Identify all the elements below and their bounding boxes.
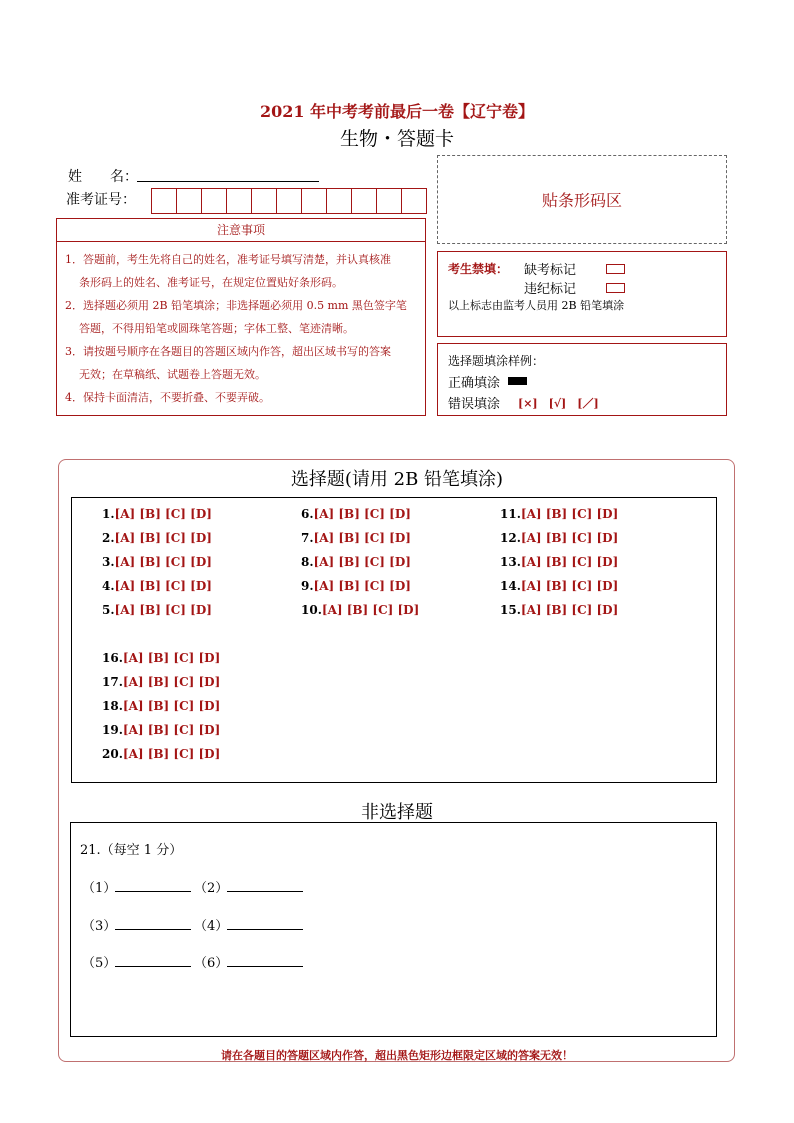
proctor-box	[437, 251, 727, 337]
question-number: 3.	[102, 555, 115, 569]
id-digit-box[interactable]	[152, 189, 177, 213]
absent-label: 缺考标记	[524, 263, 577, 278]
blank-line-6[interactable]	[227, 965, 303, 967]
question-number: 7.	[301, 531, 314, 545]
card-subtitle: 生物・答题卡	[339, 128, 454, 150]
barcode-area	[437, 155, 727, 244]
violation-label: 违纪标记	[524, 282, 577, 297]
notice-item-1: 1．答题前，考生先将自己的姓名，准考证号填写清楚，并认真核准	[65, 253, 391, 266]
wrong-label: 错误填涂	[448, 397, 501, 412]
answer-options[interactable]: [A] [B] [C] [D]	[114, 603, 212, 617]
notice-item-1-cont: 条形码上的姓名、准考证号，在规定位置贴好条形码。	[79, 276, 343, 289]
choice-question-15[interactable]	[500, 603, 618, 617]
answer-options[interactable]: [A] [B] [C] [D]	[520, 531, 619, 545]
question-number: 11.	[500, 507, 521, 521]
choice-question-3[interactable]	[102, 555, 212, 569]
blank-label-6: （6）	[194, 956, 229, 971]
answer-options[interactable]: [A] [B] [C] [D]	[313, 555, 411, 569]
correct-fill-sample	[508, 377, 527, 385]
choice-question-4[interactable]	[102, 579, 212, 593]
question-number: 1.	[102, 507, 115, 521]
question-number: 18.	[102, 699, 123, 713]
choice-question-17[interactable]	[102, 675, 220, 689]
question-number: 10.	[301, 603, 322, 617]
nonchoice-section-title: 非选择题	[361, 802, 433, 823]
q21-heading: 21.（每空 1 分）	[80, 843, 183, 858]
answer-options[interactable]: [A] [B] [C] [D]	[114, 531, 212, 545]
id-label: 准考证号：	[66, 192, 136, 208]
question-number: 17.	[102, 675, 123, 689]
notice-box	[56, 242, 426, 416]
answer-options[interactable]: [A] [B] [C] [D]	[122, 747, 221, 761]
choice-question-13[interactable]	[500, 555, 618, 569]
id-digit-box[interactable]	[177, 189, 202, 213]
choice-question-7[interactable]	[301, 531, 411, 545]
choice-question-9[interactable]	[301, 579, 411, 593]
answer-options[interactable]: [A] [B] [C] [D]	[122, 723, 221, 737]
choice-question-10[interactable]	[301, 603, 419, 617]
choice-question-2[interactable]	[102, 531, 212, 545]
question-number: 15.	[500, 603, 521, 617]
choice-section-title: 选择题(请用 2B 铅笔填涂)	[290, 469, 504, 490]
choice-question-1[interactable]	[102, 507, 212, 521]
answer-options[interactable]: [A] [B] [C] [D]	[520, 507, 619, 521]
id-digit-box[interactable]	[252, 189, 277, 213]
blank-line-4[interactable]	[227, 928, 303, 930]
id-digit-box[interactable]	[402, 189, 426, 213]
forbid-label: 考生禁填：	[448, 262, 509, 276]
wrong-fill-samples: [×] [√] [／]	[518, 397, 599, 410]
answer-options[interactable]: [A] [B] [C] [D]	[122, 651, 221, 665]
question-number: 9.	[301, 579, 314, 593]
choice-question-20[interactable]	[102, 747, 220, 761]
question-number: 12.	[500, 531, 521, 545]
choice-question-6[interactable]	[301, 507, 411, 521]
answer-options[interactable]: [A] [B] [C] [D]	[313, 531, 411, 545]
absent-mark-box[interactable]	[606, 264, 625, 274]
choice-question-19[interactable]	[102, 723, 220, 737]
question-number: 13.	[500, 555, 521, 569]
id-number-boxes[interactable]	[151, 188, 427, 214]
question-number: 8.	[301, 555, 314, 569]
id-digit-box[interactable]	[277, 189, 302, 213]
notice-item-3: 3．请按题号顺序在各题目的答题区域内作答，超出区域书写的答案	[65, 345, 391, 358]
notice-item-4: 4．保持卡面清洁，不要折叠、不要弄破。	[65, 391, 270, 404]
id-digit-box[interactable]	[302, 189, 327, 213]
barcode-label: 贴条形码区	[541, 191, 622, 210]
choice-question-8[interactable]	[301, 555, 411, 569]
choice-question-18[interactable]	[102, 699, 220, 713]
answer-options[interactable]: [A] [B] [C] [D]	[122, 675, 221, 689]
choice-question-5[interactable]	[102, 603, 212, 617]
question-number: 2.	[102, 531, 115, 545]
answer-options[interactable]: [A] [B] [C] [D]	[520, 555, 619, 569]
question-number: 14.	[500, 579, 521, 593]
fill-sample-box	[437, 343, 727, 416]
answer-options[interactable]: [A] [B] [C] [D]	[114, 555, 212, 569]
question-number: 19.	[102, 723, 123, 737]
blank-line-3[interactable]	[115, 928, 191, 930]
blank-label-4: （4）	[194, 919, 229, 934]
question-number: 4.	[102, 579, 115, 593]
blank-line-5[interactable]	[115, 965, 191, 967]
name-label: 姓 名：	[68, 169, 138, 185]
blank-line-1[interactable]	[115, 890, 191, 892]
violation-mark-box[interactable]	[606, 283, 625, 293]
answer-options[interactable]: [A] [B] [C] [D]	[114, 507, 212, 521]
question-number: 20.	[102, 747, 123, 761]
id-digit-box[interactable]	[377, 189, 402, 213]
notice-item-2: 2．选择题必须用 2B 铅笔填涂；非选择题必须用 0.5 mm 黑色签字笔	[65, 299, 407, 312]
answer-options[interactable]: [A] [B] [C] [D]	[122, 699, 221, 713]
forbid-note: 以上标志由监考人员用 2B 铅笔填涂	[448, 299, 625, 312]
exam-title: 2021 年中考考前最后一卷【辽宁卷】	[259, 102, 535, 121]
question-number: 16.	[102, 651, 123, 665]
answer-options[interactable]: [A] [B] [C] [D]	[520, 603, 619, 617]
choice-question-12[interactable]	[500, 531, 618, 545]
sample-title: 选择题填涂样例：	[448, 354, 545, 368]
blank-label-2: （2）	[194, 881, 229, 896]
name-field[interactable]	[137, 180, 319, 182]
answer-options[interactable]: [A] [B] [C] [D]	[520, 579, 619, 593]
id-digit-box[interactable]	[327, 189, 352, 213]
correct-label: 正确填涂	[448, 376, 501, 391]
notice-item-2-cont: 答题，不得用铅笔或圆珠笔答题；字体工整、笔迹清晰。	[79, 322, 354, 335]
blank-label-1: （1）	[82, 881, 117, 896]
blank-label-5: （5）	[82, 956, 117, 971]
choice-question-14[interactable]	[500, 579, 618, 593]
blank-line-2[interactable]	[227, 890, 303, 892]
blank-label-3: （3）	[82, 919, 117, 934]
notice-heading: 注意事项	[56, 218, 426, 242]
choice-question-16[interactable]	[102, 651, 220, 665]
question-number: 5.	[102, 603, 115, 617]
id-digit-box[interactable]	[352, 189, 377, 213]
choice-question-11[interactable]	[500, 507, 618, 521]
answer-options[interactable]: [A] [B] [C] [D]	[313, 579, 411, 593]
id-digit-box[interactable]	[202, 189, 227, 213]
question-number: 6.	[301, 507, 314, 521]
answer-options[interactable]: [A] [B] [C] [D]	[321, 603, 420, 617]
answer-options[interactable]: [A] [B] [C] [D]	[114, 579, 212, 593]
id-digit-box[interactable]	[227, 189, 252, 213]
answer-options[interactable]: [A] [B] [C] [D]	[313, 507, 411, 521]
footer-warning: 请在各题目的答题区域内作答，超出黑色矩形边框限定区域的答案无效！	[221, 1049, 573, 1062]
notice-item-3-cont: 无效；在草稿纸、试题卷上答题无效。	[79, 368, 266, 381]
